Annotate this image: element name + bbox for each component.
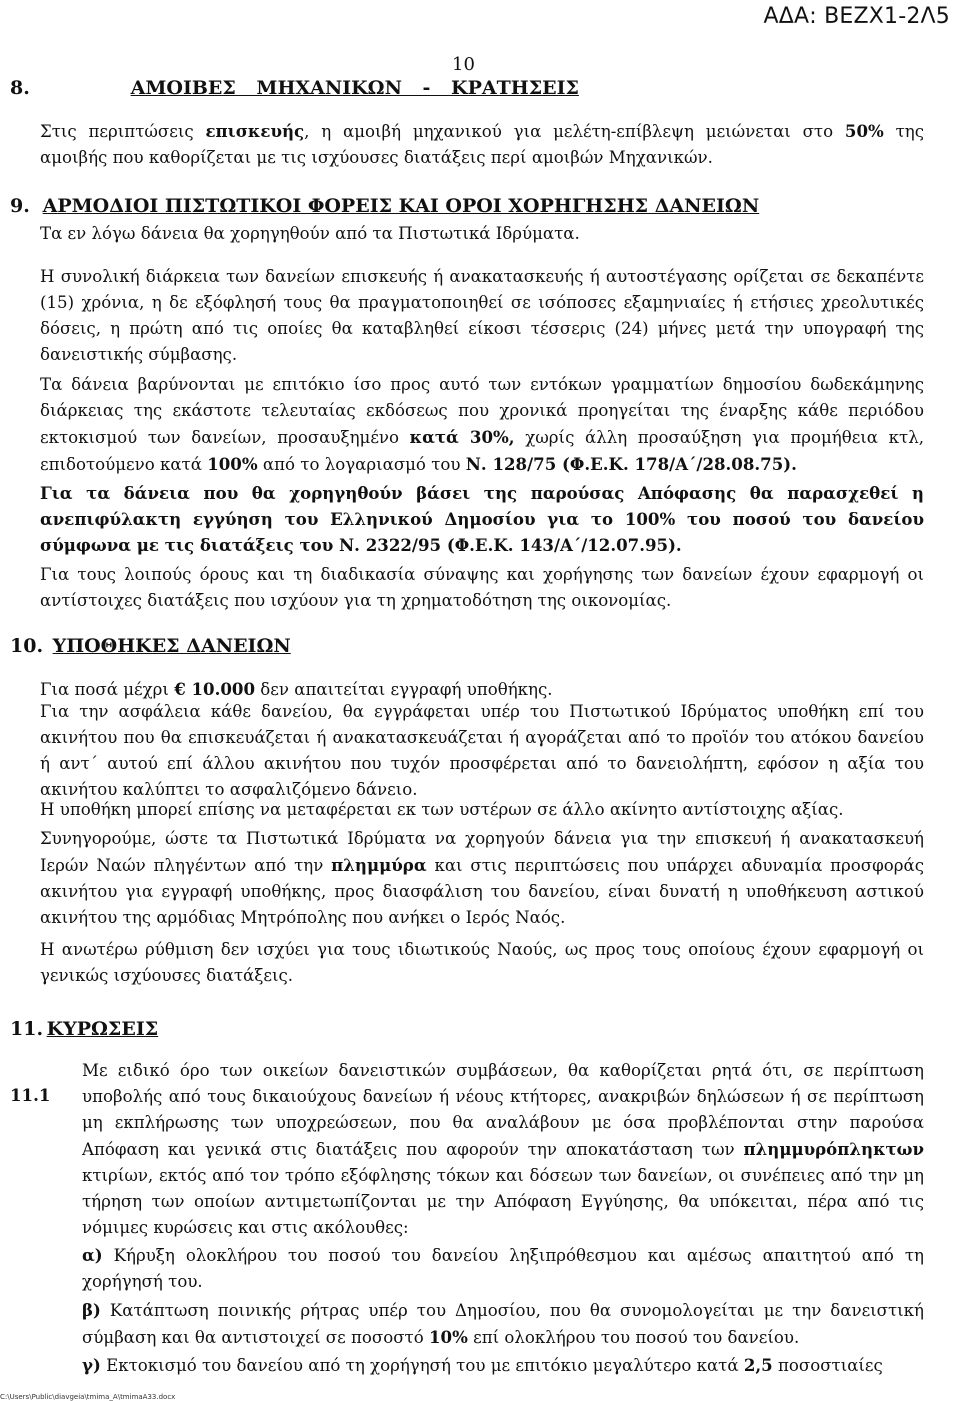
section-title: ΑΡΜΟΔΙΟΙ ΠΙΣΤΩΤΙΚΟΙ ΦΟΡΕΙΣ ΚΑΙ ΟΡΟΙ ΧΟΡΗΓΗΣΗΣ ΔΑΝΕΙΩΝ bbox=[42, 195, 760, 217]
s10-paragraph-1: Για ποσά μέχρι € 10.000 δεν απαιτείται εγγραφή υποθήκης. bbox=[40, 679, 553, 699]
section-10-heading bbox=[10, 635, 291, 657]
s8-paragraph: Στις περιπτώσεις επισκευής, η αμοιβή μηχανικού για μελέτη-επίβλεψη μειώνεται στο 50% της αμοιβής που καθορίζεται με τις ισχύουσες διατάξεις περί αμοιβών Μηχανικών. bbox=[40, 121, 924, 167]
s9-paragraph-1: Τα εν λόγω δάνεια θα χορηγηθούν από τα Πιστωτικά Ιδρύματα. bbox=[40, 224, 580, 243]
s9-paragraph-2: Η συνολική διάρκεια των δανείων επισκευής ή ανακατασκευής ή αυτοστέγασης ορίζεται σε δεκαπέντε (15) χρόνια, η δε εξόφλησή τους θα πραγματοποιηθεί σε ισόποσες εξαμηνιαίες ή ετήσιες χρεολυτικές δόσεις, η πρώτη από τις οποίες θα καταβληθεί είκοσι τέσσερις (24) μήνες μετά την υπογραφή της δανειστικής σύμβασης. bbox=[40, 267, 924, 364]
s10-paragraph-2: Για την ασφάλεια κάθε δανείου, θα εγγράφεται υπέρ του Πιστωτικού Ιδρύματος υποθήκη επί του ακινήτου που θα επισκευάζεται ή ανακατασκευάζεται ή αγοράζεται από το προϊόν του ατόκου δανείου ή αντ΄ αυτού επί άλλου ακινήτου που τυχόν προσφέρεται από το δανειολήπτη, εφόσον η αξία του ακινήτου καλύπτει το ασφαλιζόμενο δάνειο. bbox=[40, 702, 924, 799]
s10-paragraph-4: Συνηγορούμε, ώστε τα Πιστωτικά Ιδρύματα να χορηγούν δάνεια για την επισκευή ή ανακατασκευή Ιερών Ναών πληγέντων από την πλημμύρα και στις περιπτώσεις που υπάρχει αδυναμία προσφοράς ακινήτου για εγγραφή υποθήκης, προς διασφάλιση του δανείου, είναι δυνατή η υποθήκευση αστικού ακινήτου της αρμόδιας Μητρόπολης που ανήκει ο Ιερός Ναός. bbox=[40, 829, 924, 927]
s9-paragraph-5: Για τους λοιπούς όρους και τη διαδικασία σύναψης και χορήγησης των δανείων έχουν εφαρμογή οι αντίστοιχες διατάξεις που ισχύουν για τη χρηματοδότηση της οικονομίας. bbox=[40, 565, 924, 610]
section-8-heading bbox=[10, 77, 579, 99]
section-number: 9. bbox=[10, 195, 30, 217]
ada-code: ΑΔΑ: ΒΕΖΧ1-2Λ5 bbox=[763, 4, 950, 29]
s11-paragraph-1: Με ειδικό όρο των οικείων δανειστικών συμβάσεων, θα καθορίζεται ρητά ότι, σε περίπτωση υποβολής από τους δικαιούχους δανείων ή νέους κτήτορες, ανακριβών δηλώσεων ή σε περίπτωση μη εκπλήρωσης των υποχρεώσεων, που θα αναλάβουν με όσα προβλέπονται στην παρούσα Απόφαση και γενικά στις διατάξεις που αφορούν την αποκατάσταση των πλημμυρόπληκτων κτιρίων, εκτός από τον τρόπο εξόφλησης τόκων και δόσεων των δανείων, οι συνέπειες από την μη τήρηση των οποίων αντιμετωπίζονται με την Απόφαση Εγγύησης, θα υπόκειται, πέρα από τις νόμιμες κυρώσεις και στις ακόλουθες: bbox=[82, 1061, 924, 1237]
s11-item-b: β) Κατάπτωση ποινικής ρήτρας υπέρ του Δημοσίου, που θα συνομολογείται με την δανειστική σύμβαση και θα αντιστοιχεί σε ποσοστό 10% επί ολοκλήρου του ποσού του δανείου. bbox=[82, 1300, 924, 1347]
section-title: ΚΥΡΩΣΕΙΣ bbox=[46, 1018, 159, 1040]
s9-paragraph-3: Τα δάνεια βαρύνονται με επιτόκιο ίσο προς αυτό των εντόκων γραμματίων δημοσίου δωδεκάμηνης διάρκειας της εκάστοτε τελευταίας εκδόσεως που χρονικά προηγείται της έναρξης κάθε περιόδου εκτοκισμού των δανείων, προσαυξημένο κατά 30%, χωρίς άλλη προσαύξηση για προμήθεια κτλ, επιδοτούμενο κατά 100% από το λογαριασμό του Ν. 128/75 (Φ.Ε.Κ. 178/Α΄/28.08.75). bbox=[40, 375, 924, 474]
section-title: ΥΠΟΘΗΚΕΣ ΔΑΝΕΙΩΝ bbox=[52, 635, 291, 657]
file-path-footer: C:\Users\Public\diavgeia\tmima_A\tmimaA33.docx bbox=[0, 1393, 176, 1401]
s9-paragraph-4: Για τα δάνεια που θα χορηγηθούν βάσει της παρούσας Απόφασης θα παρασχεθεί η ανεπιφύλακτη εγγύηση του Ελληνικού Δημοσίου για το 100% του ποσού του δανείου σύμφωνα με τις διατάξεις του Ν. 2322/95 (Φ.Ε.Κ. 143/Α΄/12.07.95). bbox=[40, 483, 924, 555]
section-11-heading bbox=[10, 1018, 158, 1040]
s11-item-c: γ) Εκτοκισμό του δανείου από τη χορήγησή του με επιτόκιο μεγαλύτερο κατά 2,5 ποσοστιαίες bbox=[82, 1355, 883, 1375]
section-title: ΑΜΟΙΒΕΣ ΜΗΧΑΝΙΚΩΝ - ΚΡΑΤΗΣΕΙΣ bbox=[130, 77, 579, 99]
s11-item-a: α) Κήρυξη ολοκλήρου του ποσού του δανείου ληξιπρόθεσμου και αμέσως απαιτητού από τη χορήγησή του. bbox=[82, 1245, 924, 1291]
s10-paragraph-5: Η ανωτέρω ρύθμιση δεν ισχύει για τους ιδιωτικούς Ναούς, ως προς τους οποίους έχουν εφαρμογή οι γενικώς ισχύουσες διατάξεις. bbox=[40, 940, 924, 985]
section-number: 10. bbox=[10, 635, 44, 657]
section-9-heading bbox=[10, 195, 759, 217]
section-number: 11. bbox=[10, 1018, 44, 1040]
s10-paragraph-3: Η υποθήκη μπορεί επίσης να μεταφέρεται εκ των υστέρων σε άλλο ακίνητο αντίστοιχης αξίας. bbox=[40, 800, 844, 819]
page-number: 10 bbox=[452, 54, 475, 75]
subsection-number: 11.1 bbox=[10, 1085, 51, 1105]
section-number: 8. bbox=[10, 77, 30, 99]
